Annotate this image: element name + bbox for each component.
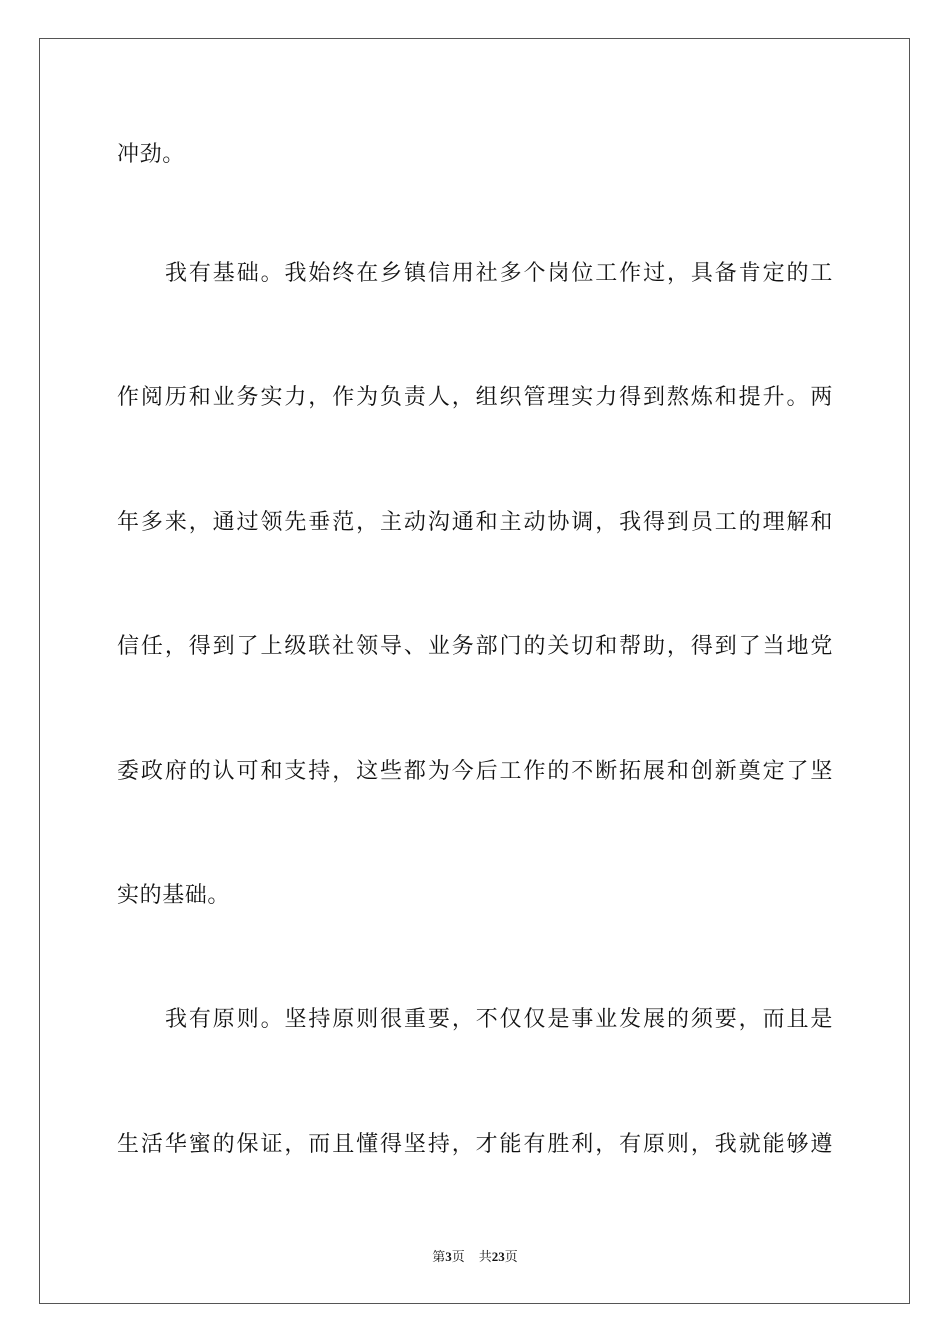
page-footer: [0, 1248, 950, 1266]
total-page-count: 23: [491, 1249, 505, 1264]
text-line-6: 委政府的认可和支持，这些都为今后工作的不断拓展和创新奠定了坚: [117, 759, 833, 784]
text-line-1: 冲劲。: [117, 142, 185, 167]
text-line-9: 生活华蜜的保证，而且懂得坚持，才能有胜利，有原则，我就能够遵: [117, 1132, 833, 1157]
text-line-4: 年多来，通过领先垂范，主动沟通和主动协调，我得到员工的理解和: [117, 510, 833, 535]
footer-page-unit: 页: [451, 1249, 465, 1264]
text-line-3: 作阅历和业务实力，作为负责人，组织管理实力得到熬炼和提升。两: [117, 385, 833, 410]
page-border: [39, 38, 910, 1304]
text-line-7: 实的基础。: [117, 883, 231, 908]
footer-total-prefix: 共: [478, 1249, 492, 1264]
paragraph-start-line: 我有基础。我始终在乡镇信用社多个岗位工作过，具备肯定的工: [165, 261, 833, 286]
text-line-5: 信任，得到了上级联社领导、业务部门的关切和帮助，得到了当地党: [117, 634, 833, 659]
paragraph-start-line: 我有原则。坚持原则很重要，不仅仅是事业发展的须要，而且是: [165, 1007, 833, 1032]
current-page-number: 3: [445, 1249, 452, 1264]
footer-total-unit: 页: [504, 1249, 518, 1264]
footer-prefix: 第: [432, 1249, 446, 1264]
